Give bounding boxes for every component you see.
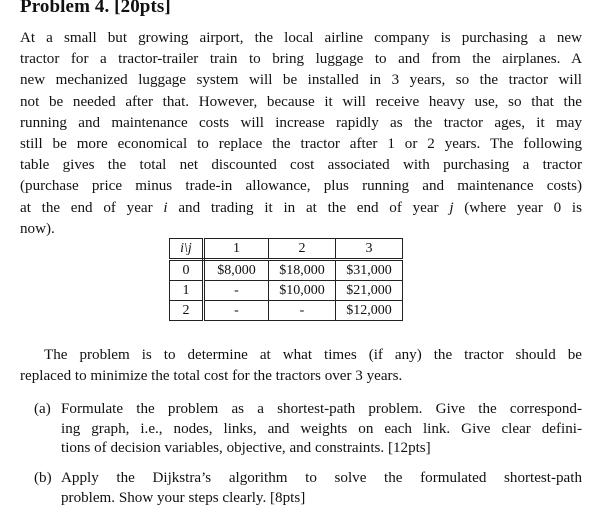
problem-title [20, 0, 171, 18]
table-cell: $31,000 [336, 260, 403, 281]
table-row-label: 1 [170, 281, 204, 301]
table-row [170, 281, 403, 301]
intro-paragraph [20, 28, 582, 240]
table-row [170, 260, 403, 281]
table-cell: - [204, 301, 269, 321]
variable-j: j [449, 199, 454, 216]
table-cell: $12,000 [336, 301, 403, 321]
intro-line: running and maintenance costs will increase rapidly as the tractor ages, it may [20, 114, 582, 131]
table-row-label: 2 [170, 301, 204, 321]
part-a-line: tions of decision variables, objective, and constraints. [12pts] [61, 440, 431, 457]
variable-i: i [163, 199, 168, 216]
table-cell: $10,000 [269, 281, 336, 301]
problem-line: The problem is to determine at what times (if any) the tractor should be [44, 347, 582, 363]
intro-line: still be more economical to replace the tractor after 1 or 2 years. The following [20, 136, 582, 153]
table-cell: - [269, 301, 336, 321]
problem-statement [20, 345, 582, 387]
table-header-row [170, 239, 403, 260]
intro-line-with-variables [20, 198, 582, 219]
table-column-header: 2 [269, 239, 336, 260]
part-a-line: ing graph, i.e., nodes, links, and weights on each link. Give clear defini- [61, 420, 582, 437]
problem-line: replaced to minimize the total cost for the tractors over 3 years. [20, 368, 403, 385]
intro-line: At a small but growing airport, the local airline company is purchasing a new [20, 30, 582, 46]
part-a-line: Formulate the problem as a shortest-path problem. Give the correspond- [61, 401, 582, 417]
intro-text: (where year 0 is [453, 199, 582, 216]
problem-heading: Problem 4. [20, 0, 110, 17]
intro-text: and trading it in at the end of year [167, 199, 450, 216]
table-corner-cell: i\j [170, 239, 204, 260]
part-a-text [61, 400, 582, 459]
table-row-label: 0 [170, 260, 204, 281]
intro-line: tractor for a tractor-trailer train to bring luggage to and from the airplanes. A [20, 51, 582, 68]
cost-table [169, 238, 403, 321]
table-cell: - [204, 281, 269, 301]
table-cell: $21,000 [336, 281, 403, 301]
part-b-text [61, 469, 582, 508]
intro-line: table gives the total net discounted cost associated with purchasing a tractor [20, 157, 582, 174]
part-a-label: (a) [34, 401, 51, 417]
part-b-label: (b) [34, 470, 52, 486]
part-b-line: Apply the Dijkstra’s algorithm to solve the formulated shortest-path [61, 470, 582, 486]
table-column-header: 1 [204, 239, 269, 260]
table-cell: $18,000 [269, 260, 336, 281]
table-row [170, 301, 403, 321]
table-column-header: 3 [336, 239, 403, 260]
intro-line: now). [20, 220, 55, 237]
problem-points: [20pts] [114, 0, 171, 17]
intro-line: (purchase price minus trade-in allowance, plus running and maintenance costs) [20, 178, 582, 195]
table-cell: $8,000 [204, 260, 269, 281]
intro-text: at the end of year [20, 199, 164, 216]
part-b-line: problem. Show your steps clearly. [8pts] [61, 489, 306, 506]
intro-line: not be needed after that. However, because it will receive heavy use, so that the [20, 93, 582, 110]
intro-line: new mechanized luggage system will be installed in 3 years, so the tractor will [20, 72, 582, 89]
